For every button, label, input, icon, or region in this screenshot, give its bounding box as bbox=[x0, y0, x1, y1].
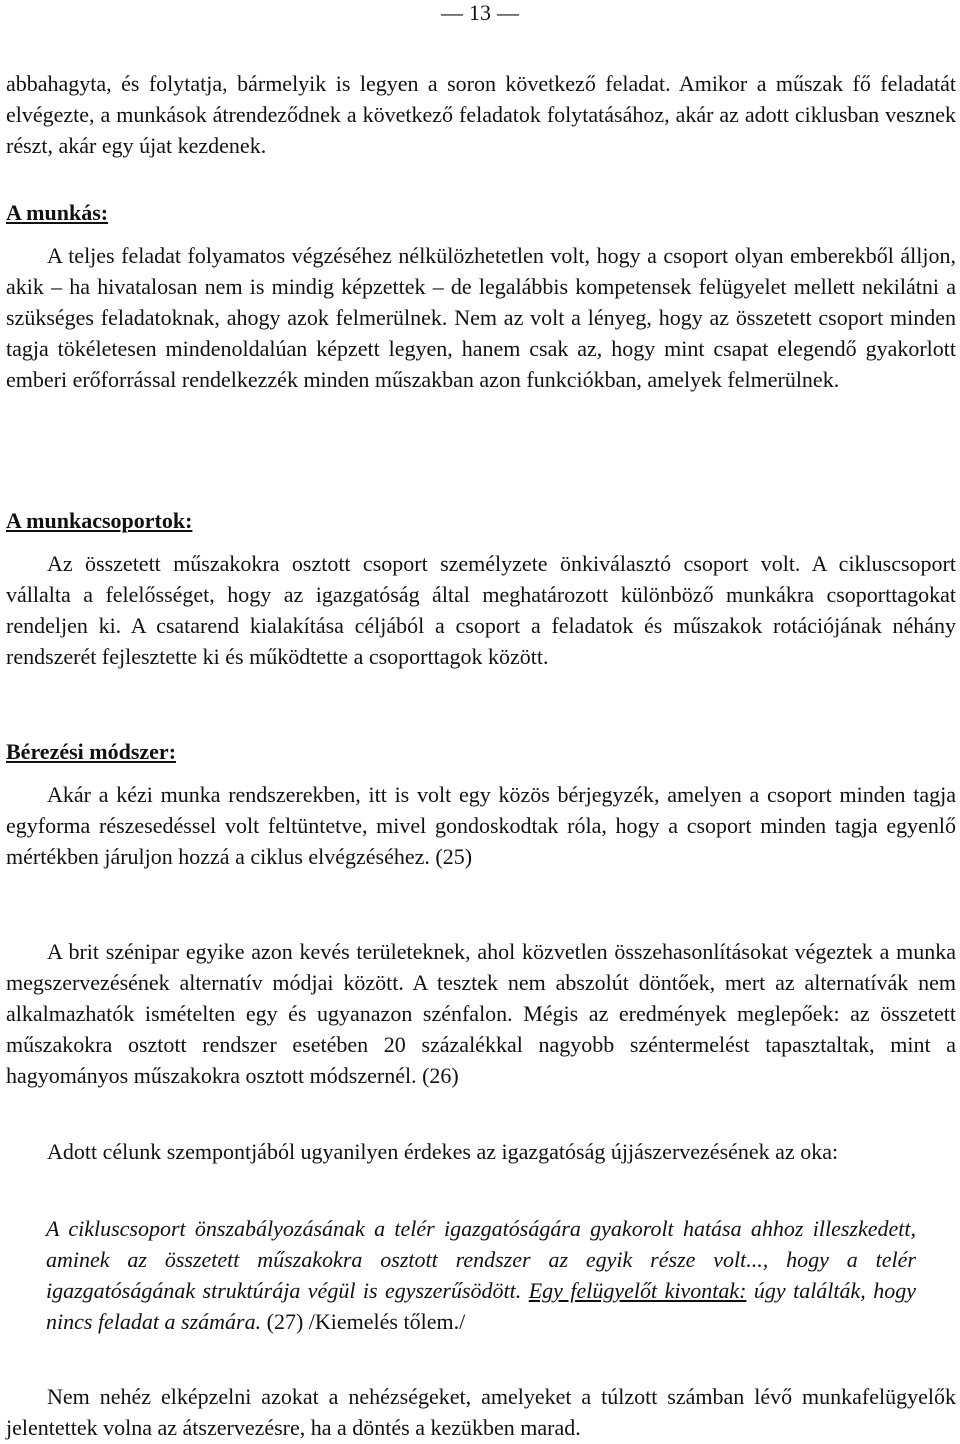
heading-berezesi-modszer: Bérezési módszer: bbox=[6, 739, 177, 764]
block-quote bbox=[46, 1213, 916, 1337]
page-number-dash-left: — bbox=[441, 0, 463, 25]
heading-a-munkas: A munkás: bbox=[6, 200, 109, 225]
quote-text-b: úgy találták, hogy nincs feladat a számára. bbox=[46, 1278, 917, 1334]
quote-emphasis: Egy felügyelőt kivontak: bbox=[528, 1278, 747, 1303]
paragraph-payment: Akár a kézi munka rendszerekben, itt is volt egy közös bérjegyzék, amelyen a csoport minden tagja egyforma részesedéssel volt feltüntetve, mivel gondoskodtak róla, hogy a csoport minden tagja egyenlő mértékben járuljon hozzá a ciklus elvégzéséhez. (25) bbox=[6, 782, 956, 869]
paragraph-continuation: abbahagyta, és folytatja, bármelyik is legyen a soron következő feladat. Amikor a műszak fő feladatát elvégezte, a munkások átrendeződnek a következő feladatok folytatásához, akár az adott ciklusban vesznek részt, akár egy újat kezdenek. bbox=[6, 71, 956, 158]
paragraph-work-groups: Az összetett műszakokra osztott csoport személyzete önkiválasztó csoport volt. A cikluscsoport vállalta a felelősséget, hogy az igazgatóság által meghatározott különböző munkákra csoporttagokat rendeljen ki. A csatarend kialakítása céljából a csoport a feladatok és műszakok rotációjának néhány rendszerét fejlesztette ki és működtette a csoporttagok között. bbox=[6, 551, 956, 669]
paragraph-coal-industry: A brit szénipar egyike azon kevés területeknek, ahol közvetlen összehasonlításokat végeztek a munka megszervezésének alternatív módjai között. A tesztek nem abszolút döntőek, mert az alternatívák nem alkalmazhatók ismételten egy és ugyanazon szénfalon. Mégis az eredmények meglepőek: az összetett műszakokra osztott rendszer esetében 20 százalékkal nagyobb széntermelést tapasztaltak, mint a hagyományos műszakokra osztott módszernél. (26) bbox=[6, 939, 956, 1088]
page-number-dash-right: — bbox=[497, 0, 519, 25]
paragraph-worker: A teljes feladat folyamatos végzéséhez nélkülözhetetlen volt, hogy a csoport olyan emberekből álljon, akik – ha hivatalosan nem is mindig képzettek – de legalábbis kompetensek felügyelet mellett nekilátni a szükséges feladatoknak, ahogy azok felmerülnek. Nem az volt a lényeg, hogy az összetett csoport minden tagja tökéletesen mindenoldalúan képzett legyen, hanem csak az, hogy mint csapat elegendő gyakorlott emberi erőforrással rendelkezzék minden műszakban azon funkciókban, amelyek felmerülnek. bbox=[6, 243, 956, 392]
page-number-value: 13 bbox=[469, 0, 491, 25]
paragraph-closing: Nem nehéz elképzelni azokat a nehézségeket, amelyeket a túlzott számban lévő munkafelügyelők jelentettek volna az átszervezésre, ha a döntés a kezükben marad. bbox=[6, 1384, 956, 1440]
quote-reference: (27) /Kiemelés tőlem./ bbox=[266, 1309, 466, 1334]
quote-text-a: A cikluscsoport önszabályozásának a telér igazgatóságára gyakorolt hatása ahhoz illeszkedett, aminek az összetett műszakokra osztott rendszer az egyik része volt..., hogy a telér igazgatóságának struktúrája végül is egyszerűsödött. bbox=[46, 1216, 916, 1303]
page-number bbox=[0, 0, 960, 26]
paragraph-management: Adott célunk szempontjából ugyanilyen érdekes az igazgatóság újjászervezésének az oka: bbox=[47, 1139, 839, 1164]
heading-munkacsoportok: A munkacsoportok: bbox=[6, 508, 193, 533]
